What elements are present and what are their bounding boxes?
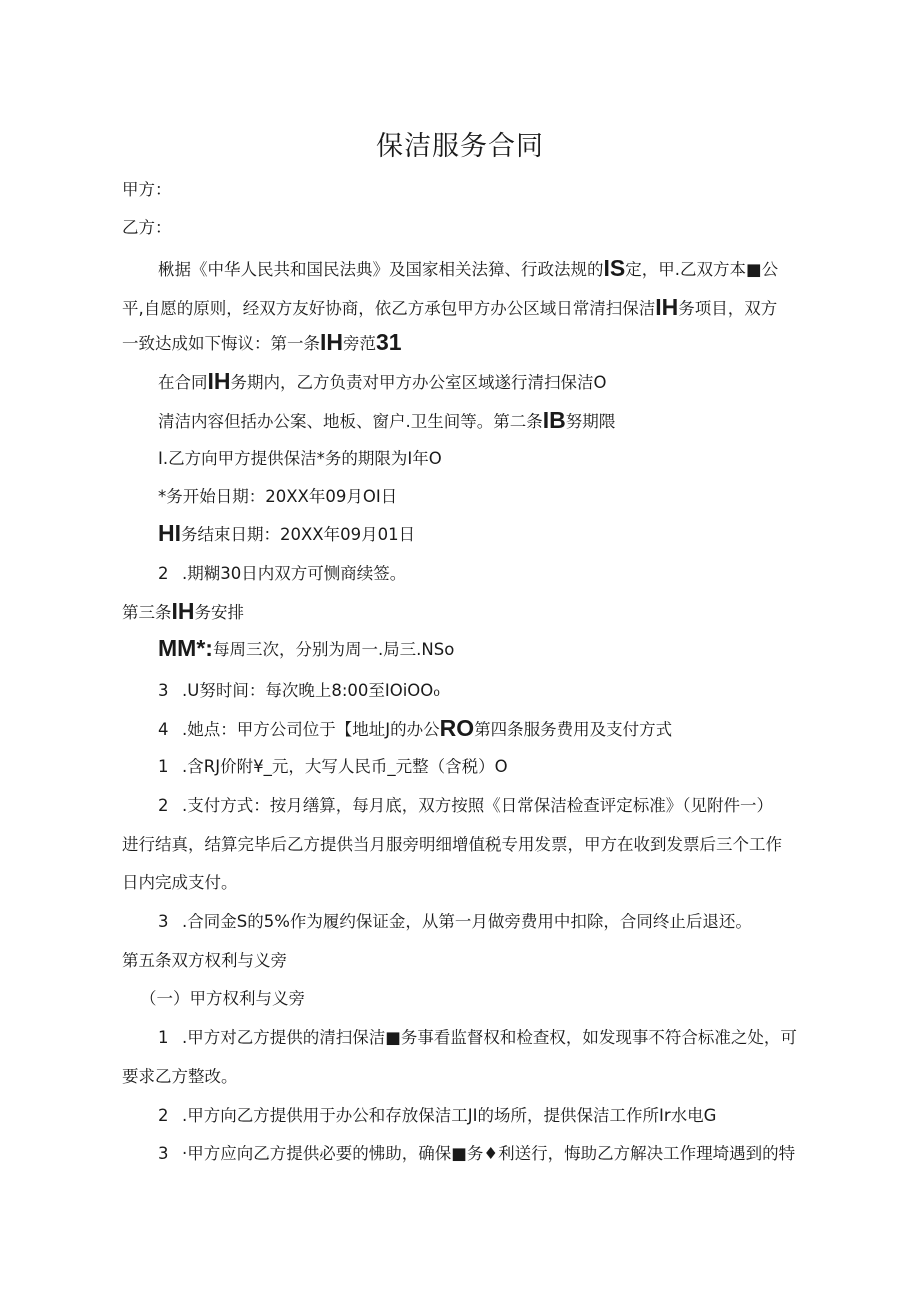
- article-5-item-1-cont: [122, 1066, 238, 1088]
- article-1-para-1: [158, 370, 607, 394]
- article-1-para-2: [158, 409, 615, 433]
- text-span: 定，甲.乙双方本■公: [625, 260, 779, 279]
- article-4-item-1: [158, 756, 508, 778]
- item-number: 4: [158, 720, 169, 739]
- item-number: 2: [158, 1106, 169, 1125]
- article-5-section-1-heading: [140, 988, 305, 1010]
- service-end-date: [158, 522, 415, 546]
- preamble-line-1: [158, 257, 778, 281]
- ocr-artifact: RO: [439, 715, 475, 741]
- ocr-artifact: IH: [320, 329, 343, 355]
- party-b-label: 乙方：: [122, 218, 172, 237]
- ocr-artifact: IH: [171, 598, 195, 624]
- article-3-frequency: [158, 637, 454, 661]
- article-4-item-2-cont-2: [122, 872, 238, 894]
- ocr-artifact: IB: [542, 407, 566, 433]
- text-span: .支付方式：按月缮算，每月底，双方按照《日常保洁检查评定标准》（见附件一）: [182, 796, 773, 815]
- text-span: 务期内，乙方负责对甲方办公室区域遂行清扫保洁O: [230, 373, 607, 392]
- article-5-heading: [122, 950, 287, 972]
- article-3-item-3: [158, 680, 440, 702]
- page-title: 保洁服务合同: [376, 131, 544, 162]
- text-span: ·甲方应向乙方提供必要的怫助，确保■务♦利送行，悔助乙方解决工作理埼遇到的特: [182, 1144, 796, 1163]
- text-span: 务结束日期：20XX年09月01日: [181, 525, 416, 544]
- text-span: .甲方向乙方提供用于办公和存放保洁工JI的场所，提供保洁工作所Ir水电G: [182, 1106, 717, 1125]
- text-span: 清洁内容但括办公案、地板、窗户.卫生间等。第二条: [158, 412, 543, 431]
- party-a-label: 甲方：: [122, 180, 172, 199]
- item-number: 2: [158, 564, 169, 583]
- item-number: 3: [158, 1144, 169, 1163]
- ocr-artifact: IH: [655, 294, 679, 320]
- preamble-line-2: [122, 296, 777, 320]
- ocr-artifact: MM*:: [158, 635, 213, 661]
- text-span: 旁范: [343, 334, 376, 353]
- ocr-artifact: IH: [207, 368, 231, 394]
- text-span: .含RJ价附¥_元，大写人民币_元整（含税）O: [182, 757, 508, 776]
- article-2-item-1: [158, 448, 442, 470]
- text-span: *务开始日期：20XX年09月OI日: [158, 487, 398, 506]
- text-span: （一）甲方权利与义旁: [140, 989, 305, 1008]
- party-b-line: [122, 217, 172, 239]
- text-span: .U努时间：每次晚上8:00至IOiOO₀: [182, 681, 440, 700]
- article-5-item-1: [158, 1027, 797, 1049]
- ocr-artifact: IS: [603, 255, 626, 281]
- text-span: .她点：甲方公司位于【地址J的办公: [182, 720, 440, 739]
- text-span: .甲方对乙方提供的清扫保洁■务事看监督权和检查权，如发现事不符合标准之处，可: [182, 1028, 797, 1047]
- article-5-item-3: [158, 1143, 795, 1165]
- article-3-item-4: [158, 717, 672, 741]
- text-span: 楸据《中华人民共和国民法典》及国家相关法獐、行政法规的: [158, 260, 604, 279]
- text-span: 在合同: [158, 373, 208, 392]
- text-span: 平,自愿的原则，经双方友好协商，依乙方承包甲方办公区域日常清扫保洁: [122, 299, 656, 318]
- text-span: 要求乙方整改。: [122, 1067, 238, 1086]
- text-span: 第五条双方权利与义旁: [122, 951, 287, 970]
- text-span: I.乙方向甲方提供保洁*务的期限为I年O: [158, 449, 442, 468]
- ocr-artifact: 31: [376, 329, 402, 355]
- text-span: 每周三次，分别为周一.局三.NSo: [212, 640, 455, 659]
- article-4-item-2-cont-1: [122, 834, 782, 856]
- article-4-item-2: [158, 795, 773, 817]
- article-4-item-3: [158, 911, 752, 933]
- text-span: 努期隈: [565, 412, 616, 431]
- article-1-heading-line: [122, 331, 402, 355]
- service-start-date: [158, 486, 397, 508]
- item-number: 1: [158, 757, 169, 776]
- text-span: 进行结真，结算完毕后乙方提供当月服旁明细增值税专用发票，甲方在收到发票后三个工作: [122, 835, 782, 854]
- item-number: 3: [158, 912, 169, 931]
- article-5-item-2: [158, 1105, 716, 1127]
- item-number: 1: [158, 1028, 169, 1047]
- text-span: 一致达成如下悔议：第一条: [122, 334, 320, 353]
- text-span: 第三条: [122, 603, 172, 622]
- item-number: 3: [158, 681, 169, 700]
- text-span: .期糊30日内双方可恻商续签。: [182, 564, 407, 583]
- ocr-artifact: HI: [158, 520, 181, 546]
- text-span: 务项目，双方: [678, 299, 778, 318]
- text-span: .合同金S的5%作为履约保证金，从第一月做旁费用中扣除，合同终止后退还。: [182, 912, 752, 931]
- article-2-item-2: [158, 563, 406, 585]
- text-span: 务安排: [194, 603, 244, 622]
- article-3-heading: [122, 600, 244, 624]
- text-span: 第四条服务费用及支付方式: [474, 720, 673, 739]
- party-a-line: [122, 179, 172, 201]
- text-span: 日内完成支付。: [122, 873, 238, 892]
- item-number: 2: [158, 796, 169, 815]
